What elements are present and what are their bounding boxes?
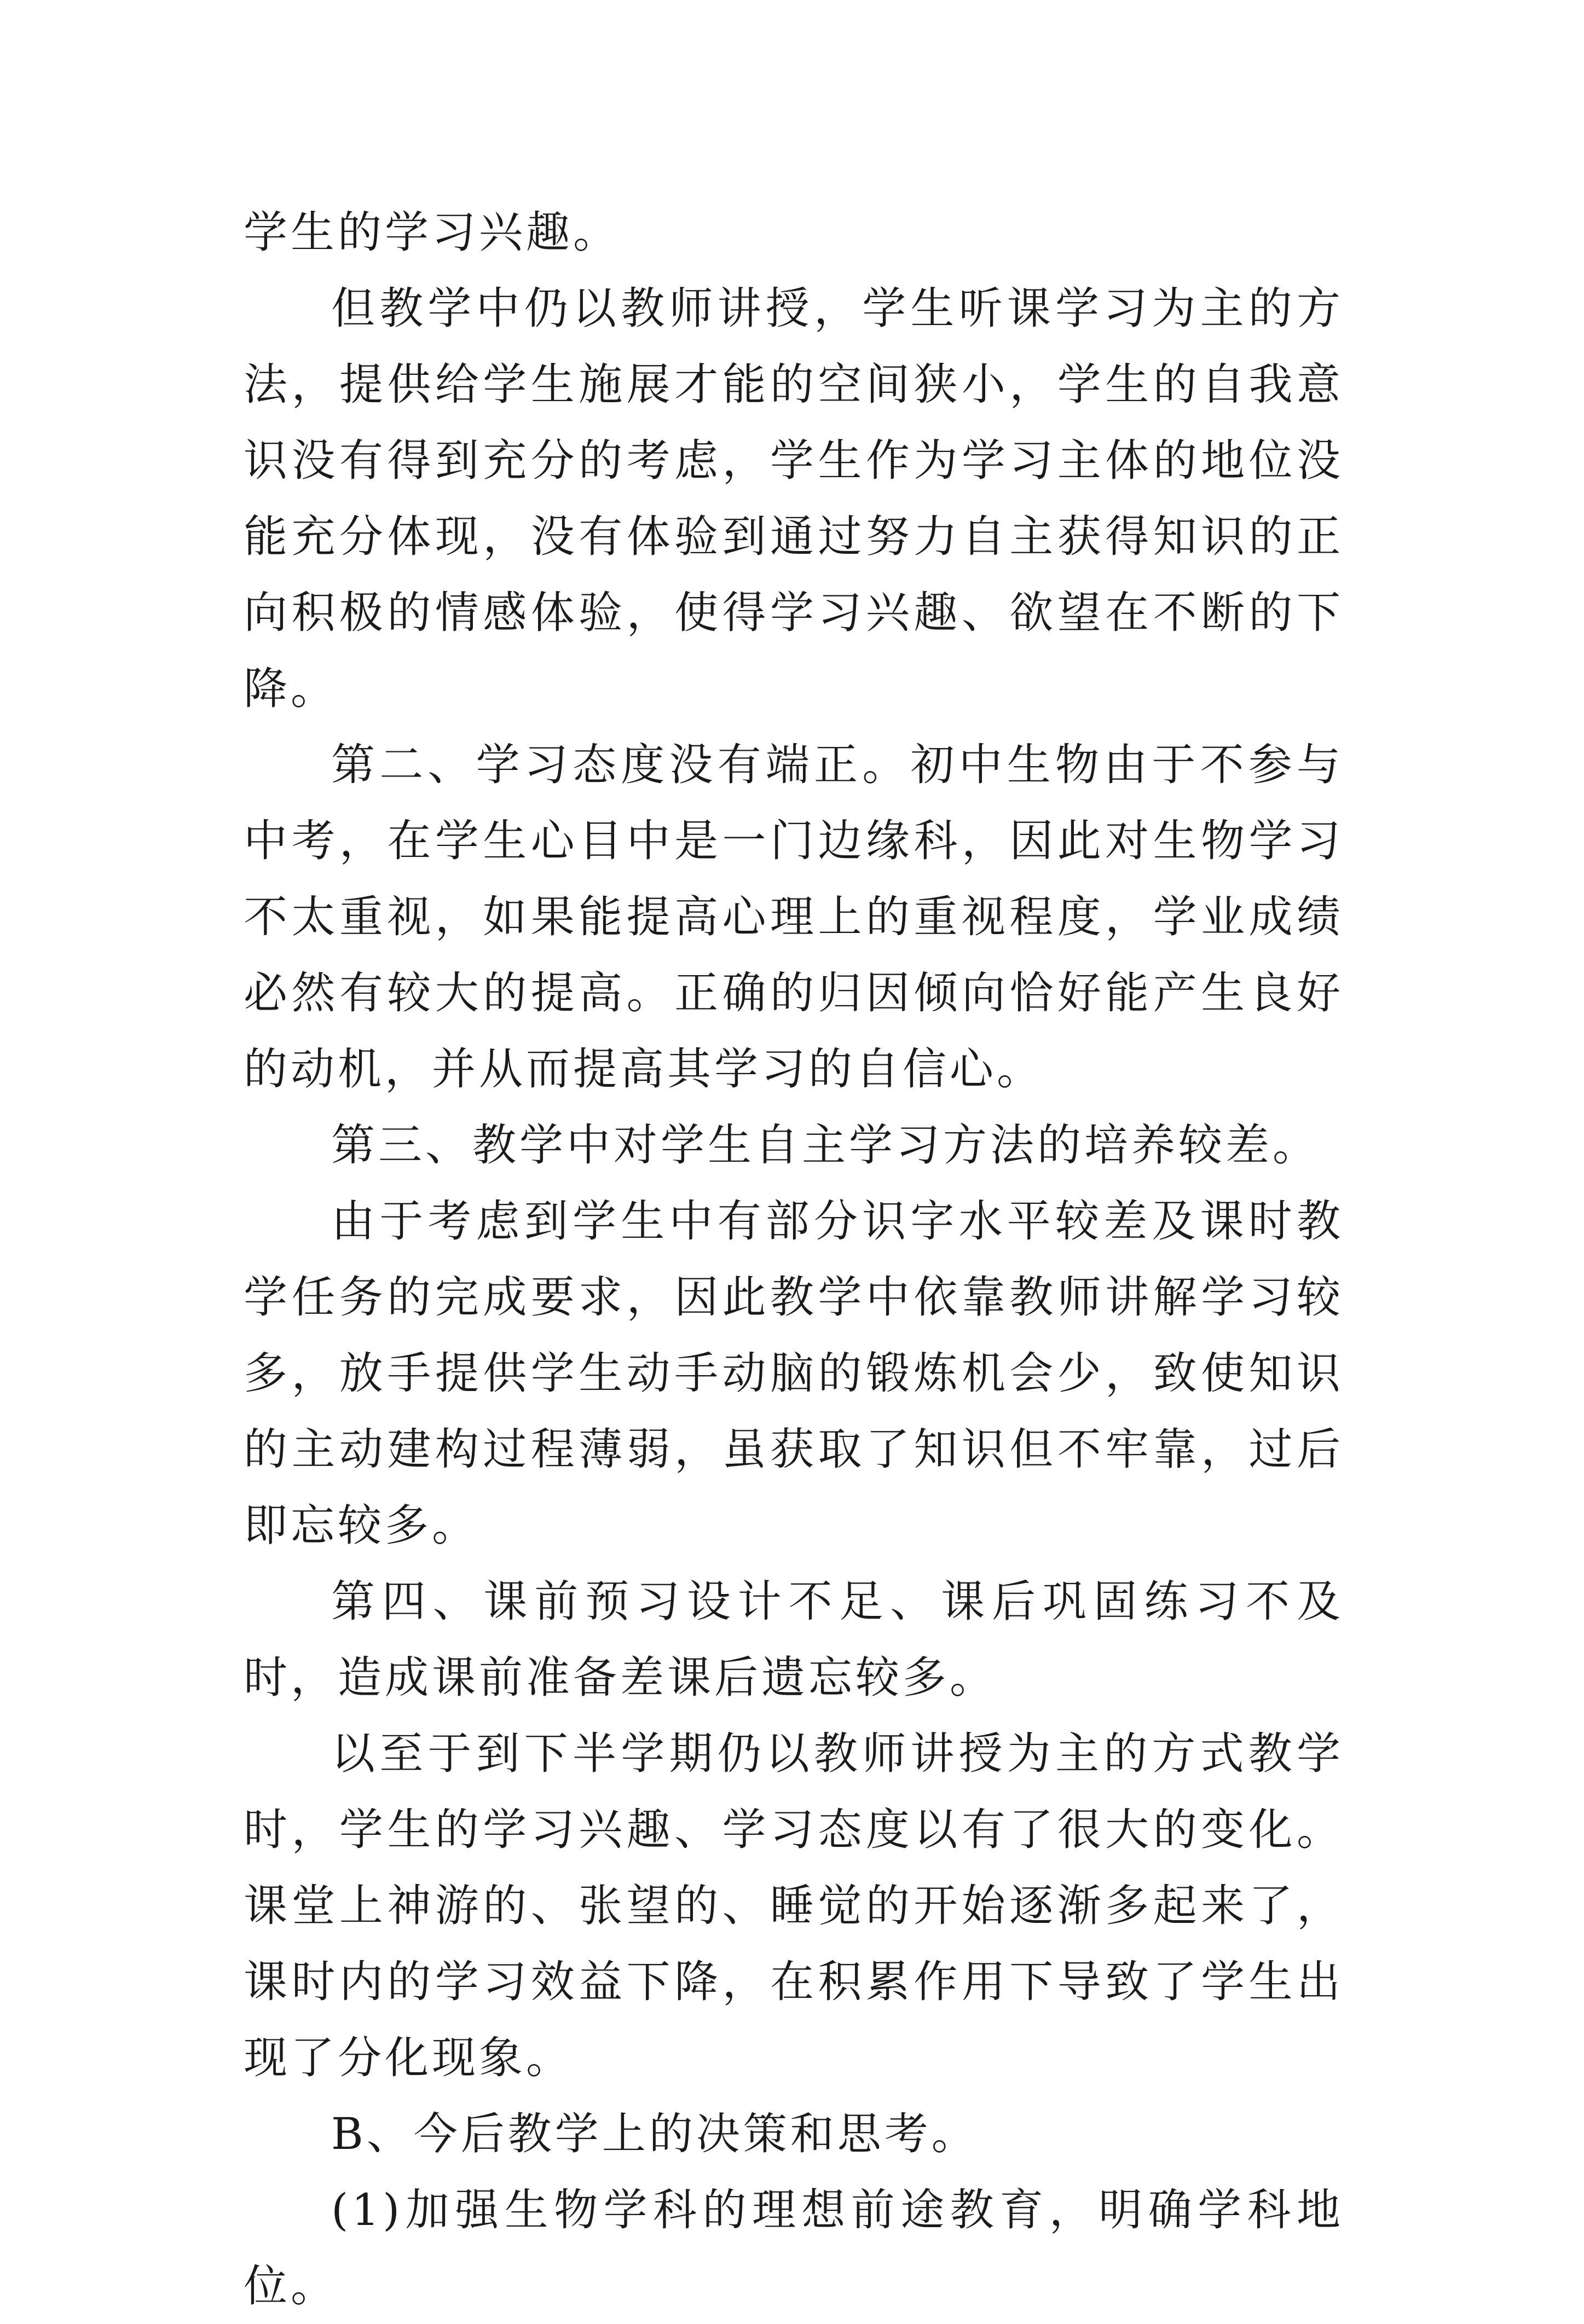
paragraph-6: 第四、课前预习设计不足、课后巩固练习不及时，造成课前准备差课后遗忘较多。 xyxy=(244,1576,1344,1703)
paragraph-2: 但教学中仍以教师讲授，学生听课学习为主的方法，提供给学生施展才能的空间狭小，学生的自我意识没有得到充分的考虑，学生作为学习主体的地位没能充分体现，没有体验到通过努力自主获得知识的正向积极的情感体验，使得学习兴趣、欲望在不断的下降。 xyxy=(244,283,1344,714)
paragraph-1: 学生的学习兴趣。 xyxy=(244,207,620,258)
section-heading-b: B、今后教学上的决策和思考。 xyxy=(331,2108,979,2159)
paragraph-3: 第二、学习态度没有端正。初中生物由于不参与中考，在学生心目中是一门边缘科，因此对生物学习不太重视，如果能提高心理上的重视程度，学业成绩必然有较大的提高。正确的归因倾向恰好能产生良好的动机，并从而提高其学习的自信心。 xyxy=(244,739,1344,1094)
list-item-1: (1)加强生物学科的理想前途教育，明确学科地位。 xyxy=(244,2184,1344,2311)
paragraph-7: 以至于到下半学期仍以教师讲授为主的方式教学时，学生的学习兴趣、学习态度以有了很大的变化。课堂上神游的、张望的、睡觉的开始逐渐多起来了，课时内的学习效益下降，在积累作用下导致了学生出现了分化现象。 xyxy=(244,1728,1344,2083)
paragraph-5: 由于考虑到学生中有部分识字水平较差及课时教学任务的完成要求，因此教学中依靠教师讲解学习较多，放手提供学生动手动脑的锻炼机会少，致使知识的主动建构过程薄弱，虽获取了知识但不牢靠，过后即忘较多。 xyxy=(244,1196,1344,1551)
paragraph-4: 第三、教学中对学生自主学习方法的培养较差。 xyxy=(331,1120,1320,1170)
document-body xyxy=(244,194,1344,2324)
